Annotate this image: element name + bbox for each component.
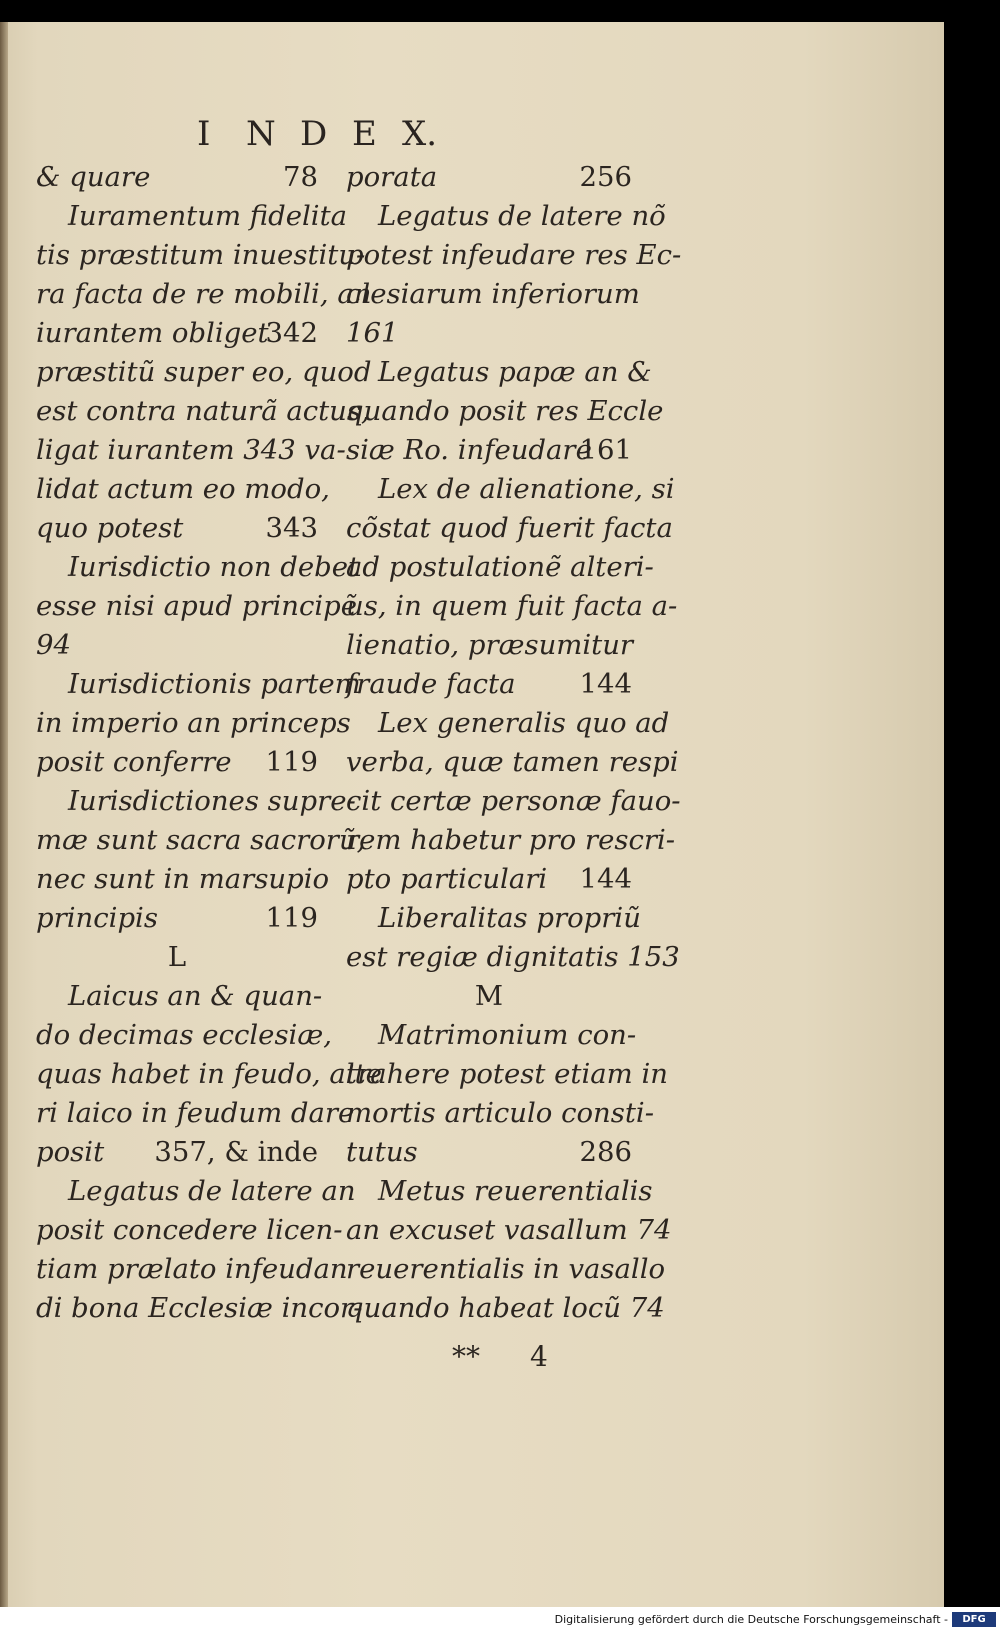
index-line-text: reuerentialis in vasallo xyxy=(346,1253,666,1285)
page-reference: 78 xyxy=(283,161,318,193)
index-line xyxy=(36,275,372,314)
page-reference: 343 xyxy=(265,512,318,544)
index-line xyxy=(346,509,673,548)
index-line xyxy=(346,353,652,392)
index-line-text: Iurisdictionis partem xyxy=(68,668,361,700)
index-line xyxy=(346,314,632,353)
index-line-text: lidat actum eo modo, xyxy=(36,473,330,505)
signature-number: 4 xyxy=(530,1340,548,1373)
index-line xyxy=(36,860,330,899)
page-reference: 256 xyxy=(579,161,632,193)
index-line xyxy=(346,1172,653,1211)
index-line-text: an excuset vasallum 74 xyxy=(346,1214,672,1246)
index-line-text: clesiarum inferiorum xyxy=(346,278,640,310)
index-line xyxy=(36,899,318,938)
index-line xyxy=(36,821,366,860)
page-binding-edge xyxy=(0,22,8,1607)
index-line-text: do decimas ecclesiæ, xyxy=(36,1019,332,1051)
index-line-text: nec sunt in marsupio xyxy=(36,863,330,895)
index-line-text: Iuramentum fidelita xyxy=(68,200,348,232)
index-line xyxy=(36,1133,318,1172)
index-line-text: quando habeat locũ 74 xyxy=(346,1292,665,1324)
page-reference: 119 xyxy=(265,746,318,778)
index-line xyxy=(36,977,323,1016)
index-line xyxy=(346,665,632,704)
index-line xyxy=(36,353,372,392)
index-line xyxy=(36,704,351,743)
page-reference: 144 xyxy=(579,668,632,700)
index-line xyxy=(36,197,348,236)
index-line xyxy=(346,1094,654,1133)
index-line-text: quo potest xyxy=(36,512,184,544)
index-line xyxy=(36,665,361,704)
index-line-text: potest infeudare res Ec- xyxy=(346,239,682,271)
index-line xyxy=(36,314,318,353)
index-line-text: & quare xyxy=(36,161,151,193)
index-line-text: Lex de alienatione, si xyxy=(378,473,675,505)
index-line-text: ad postulationẽ alteri- xyxy=(346,551,654,583)
index-line-text: posit concedere licen- xyxy=(36,1214,343,1246)
index-line-text: in imperio an princeps xyxy=(36,707,351,739)
index-line xyxy=(346,899,641,938)
index-line-text: mortis articulo consti- xyxy=(346,1097,654,1129)
index-line-text: iurantem obliget xyxy=(36,317,269,349)
index-line-text: esse nisi apud principẽ xyxy=(36,590,358,622)
signature-mark: ** xyxy=(452,1340,480,1373)
index-line-text: pto particulari xyxy=(346,863,548,895)
index-line xyxy=(36,1055,382,1094)
index-line xyxy=(346,1016,637,1055)
index-line xyxy=(346,743,679,782)
index-line-text: cit certæ personæ fauo- xyxy=(346,785,681,817)
index-line-text: L xyxy=(167,941,187,973)
index-line-text: principis xyxy=(36,902,158,934)
page-reference: 144 xyxy=(579,863,632,895)
index-line-text: Liberalitas propriũ xyxy=(378,902,641,934)
header-letter: X. xyxy=(402,114,438,154)
index-line-text: ligat iurantem 343 va- xyxy=(36,434,346,466)
index-line-text: porata xyxy=(346,161,438,193)
index-line-text: Legatus de latere nõ xyxy=(378,200,666,232)
index-line xyxy=(346,548,654,587)
index-line-text: Iurisdictio non debet xyxy=(68,551,360,583)
index-line xyxy=(36,1016,332,1055)
index-line xyxy=(36,1094,355,1133)
index-line-text: fraude facta xyxy=(346,668,516,700)
header-letter: E xyxy=(352,114,377,154)
index-line xyxy=(36,1289,363,1328)
book-page xyxy=(0,22,944,1607)
header-letter: D xyxy=(300,114,328,154)
index-line-text: verba, quæ tamen respi xyxy=(346,746,679,778)
index-line-text: Legatus papæ an & xyxy=(378,356,652,388)
index-line-text: mæ sunt sacra sacrorũ, xyxy=(36,824,366,856)
index-line xyxy=(36,158,318,197)
index-line-text: tutus xyxy=(346,1136,418,1168)
index-line-text: Iurisdictiones supre- xyxy=(68,785,356,817)
index-line xyxy=(36,509,318,548)
index-line xyxy=(36,1250,348,1289)
index-line-text: tis præstitum inuestitu- xyxy=(36,239,366,271)
index-line-text: 94 xyxy=(36,629,71,661)
index-line xyxy=(346,938,680,977)
index-line xyxy=(346,158,632,197)
index-line-text: cõstat quod fuerit facta xyxy=(346,512,673,544)
section-letter xyxy=(346,977,632,1016)
index-column-right xyxy=(346,158,682,1328)
section-letter xyxy=(36,938,318,977)
index-line-text: di bona Ecclesiæ incor- xyxy=(36,1292,363,1324)
index-line-text: præstitũ super eo, quod xyxy=(36,356,372,388)
index-line xyxy=(36,431,346,470)
index-line-text: rem habetur pro rescri- xyxy=(346,824,676,856)
index-line-text: tiam prælato infeudan xyxy=(36,1253,348,1285)
index-line xyxy=(36,1172,356,1211)
index-line xyxy=(346,275,640,314)
index-line-text: quando posit res Eccle xyxy=(346,395,664,427)
index-line-text: posit xyxy=(36,1136,105,1168)
index-line xyxy=(346,1055,668,1094)
index-line-text: Legatus de latere an xyxy=(68,1175,356,1207)
index-line xyxy=(36,1211,343,1250)
dfg-logo: DFG xyxy=(952,1612,996,1627)
credit-text: Digitalisierung gefördert durch die Deutsche Forschungsgemeinschaft - xyxy=(554,1613,948,1626)
index-line xyxy=(36,626,318,665)
page-reference: 119 xyxy=(265,902,318,934)
index-line xyxy=(346,626,632,665)
index-line xyxy=(346,1211,672,1250)
index-line xyxy=(346,1133,632,1172)
digitization-credit-bar xyxy=(0,1607,1000,1634)
index-line xyxy=(36,587,358,626)
index-line-text: est regiæ dignitatis 153 xyxy=(346,941,680,973)
index-line xyxy=(346,821,676,860)
page-reference: 161 xyxy=(579,434,632,466)
header-letter: I xyxy=(197,114,211,154)
index-line xyxy=(346,782,681,821)
index-line xyxy=(36,743,318,782)
index-line-text: siæ Ro. infeudare xyxy=(346,434,592,466)
index-line-text: quas habet in feudo, alte xyxy=(36,1058,382,1090)
index-line-text: ra facta de re mobili, an xyxy=(36,278,372,310)
page-reference: 286 xyxy=(579,1136,632,1168)
index-line xyxy=(36,470,330,509)
page-reference: 342 xyxy=(265,317,318,349)
index-line xyxy=(36,548,360,587)
page-footer xyxy=(452,1340,592,1380)
index-line xyxy=(346,704,670,743)
index-line-text: posit conferre xyxy=(36,746,232,778)
header-letter: N xyxy=(246,114,276,154)
index-line xyxy=(346,431,632,470)
index-line-text: Matrimonium con- xyxy=(378,1019,637,1051)
index-line xyxy=(346,1250,666,1289)
index-line xyxy=(36,392,370,431)
index-line-text: trahere potest etiam in xyxy=(346,1058,668,1090)
index-line-text: Metus reuerentialis xyxy=(378,1175,653,1207)
page-reference: 357, & inde xyxy=(154,1136,318,1168)
index-line xyxy=(346,236,682,275)
index-line xyxy=(346,860,632,899)
index-line-text: Lex generalis quo ad xyxy=(378,707,670,739)
index-line xyxy=(346,587,678,626)
index-line-text: lienatio, præsumitur xyxy=(346,629,634,661)
index-line-text: 161 xyxy=(346,317,399,349)
running-header xyxy=(0,114,944,158)
index-line xyxy=(36,236,366,275)
index-line xyxy=(346,1289,665,1328)
index-line-text: M xyxy=(474,980,504,1012)
index-line xyxy=(36,782,356,821)
index-line-text: Laicus an & quan- xyxy=(68,980,323,1012)
index-line-text: est contra naturã actus, xyxy=(36,395,370,427)
index-line-text: ri laico in feudum dare xyxy=(36,1097,355,1129)
index-line xyxy=(346,197,666,236)
index-line xyxy=(346,470,675,509)
index-line xyxy=(346,392,664,431)
index-line-text: us, in quem fuit facta a- xyxy=(346,590,678,622)
